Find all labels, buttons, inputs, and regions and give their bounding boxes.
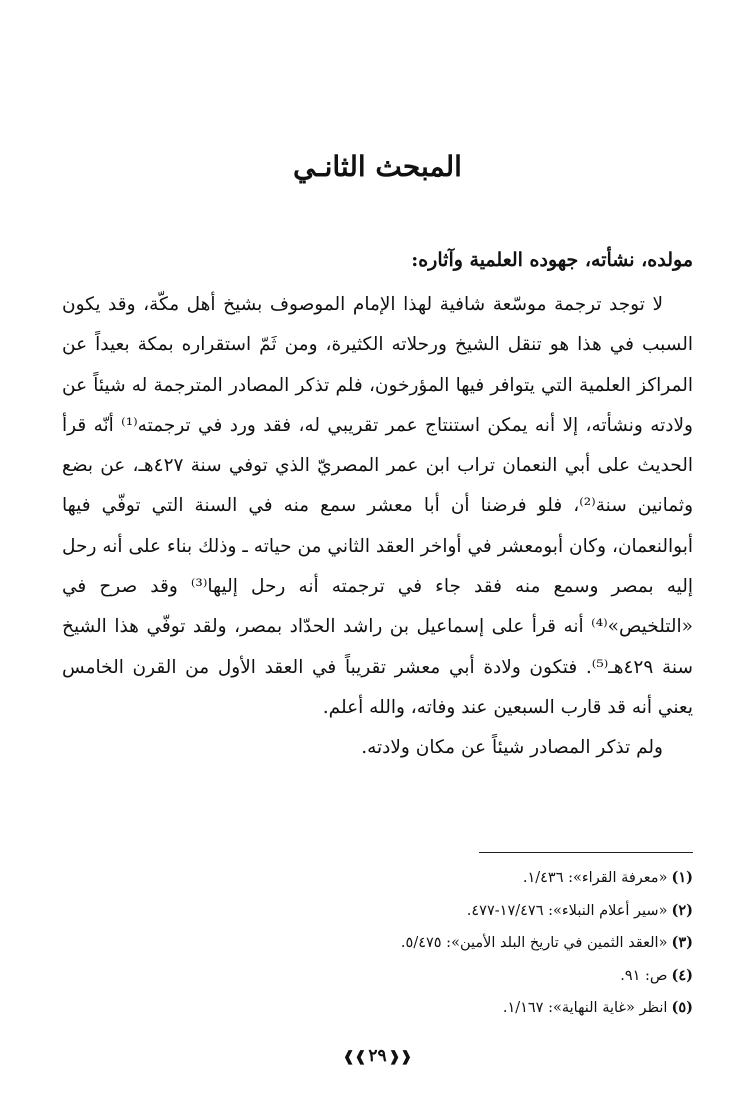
footnote-3 — [62, 927, 693, 960]
ornament-left-icon: ❰❰ — [342, 1049, 367, 1065]
footnote-number: (٥) — [671, 999, 693, 1016]
footnote-number: (٢) — [671, 901, 693, 919]
footnote-text: «العقد الثمين في تاريخ البلد الأمين»: ٥/٤٧٥. — [400, 935, 668, 951]
ornament-right-icon: ❱❱ — [388, 1049, 413, 1065]
section-subheading: مولده، نشأته، جهوده العلمية وآثاره: — [411, 249, 693, 271]
section-title: المبحث الثانـي — [293, 150, 462, 183]
footnote-4 — [62, 960, 693, 993]
footnote-5 — [62, 992, 693, 1025]
footnote-separator — [479, 852, 693, 853]
footnote-number: (٤) — [671, 966, 693, 984]
footnote-number: (٣) — [671, 934, 693, 951]
footnote-text: «سير أعلام النبلاء»: ١٧/٤٧٦-٤٧٧. — [466, 902, 668, 919]
body-paragraph-1: لا توجد ترجمة موسّعة شافية لهذا الإمام الموصوف بشيخ أهل مكّة، وقد يكون السبب في هذا هو تنقل الشيخ ورحلاته الكثيرة، ومن ثَمّ استقراره بمكة بعيداً عن المراكز العلمية التي يتوافر فيها المؤرخون، فلم تذكر المصادر المترجمة له شيئاً عن ولادته ونشأته، إلا أنه يمكن استنتاج عمر تقريبي له، فقد ورد في ترجمته⁽¹⁾ أنّه قرأ الحديث على أبي النعمان تراب ابن عمر المصريّ الذي توفي سنة ٤٢٧هـ، عن بضع وثمانين سنة⁽²⁾، فلو فرضنا أن أبا معشر سمع منه في السنة التي توفّي فيها أبوالنعمان، وكان أبومعشر في أواخر العقد الثاني من حياته ـ وذلك بناء على أنه رحل إليه بمصر وسمع منه فقد جاء في ترجمته أنه رحل إليها⁽³⁾ وقد صرح في «التلخيص»⁽⁴⁾ أنه قرأ على إسماعيل بن راشد الحدّاد بمصر، ولقد توفّي هذا الشيخ سنة ٤٢٩هـ⁽⁵⁾. فتكون ولادة أبي معشر تقريباً في العقد الأول من القرن الخامس يعني أنه قد قارب السبعين عند وفاته، والله أعلم. — [62, 294, 694, 718]
page-number-value: ٢٩ — [368, 1046, 387, 1066]
footnote-2 — [62, 895, 693, 928]
footnote-text: انظر «غاية النهاية»: ١/١٦٧. — [502, 1000, 668, 1016]
page-number — [0, 1046, 755, 1066]
body-paragraph-2: ولم تذكر المصادر شيئاً عن مكان ولادته. — [361, 737, 663, 759]
footnote-text: ص: ٩١. — [620, 967, 668, 984]
footnotes-list — [62, 862, 693, 1025]
footnote-1 — [62, 862, 693, 895]
body-text — [62, 285, 693, 769]
footnote-number: (١) — [671, 869, 693, 886]
footnote-text: «معرفة القراء»: ١/٤٣٦. — [522, 870, 668, 886]
